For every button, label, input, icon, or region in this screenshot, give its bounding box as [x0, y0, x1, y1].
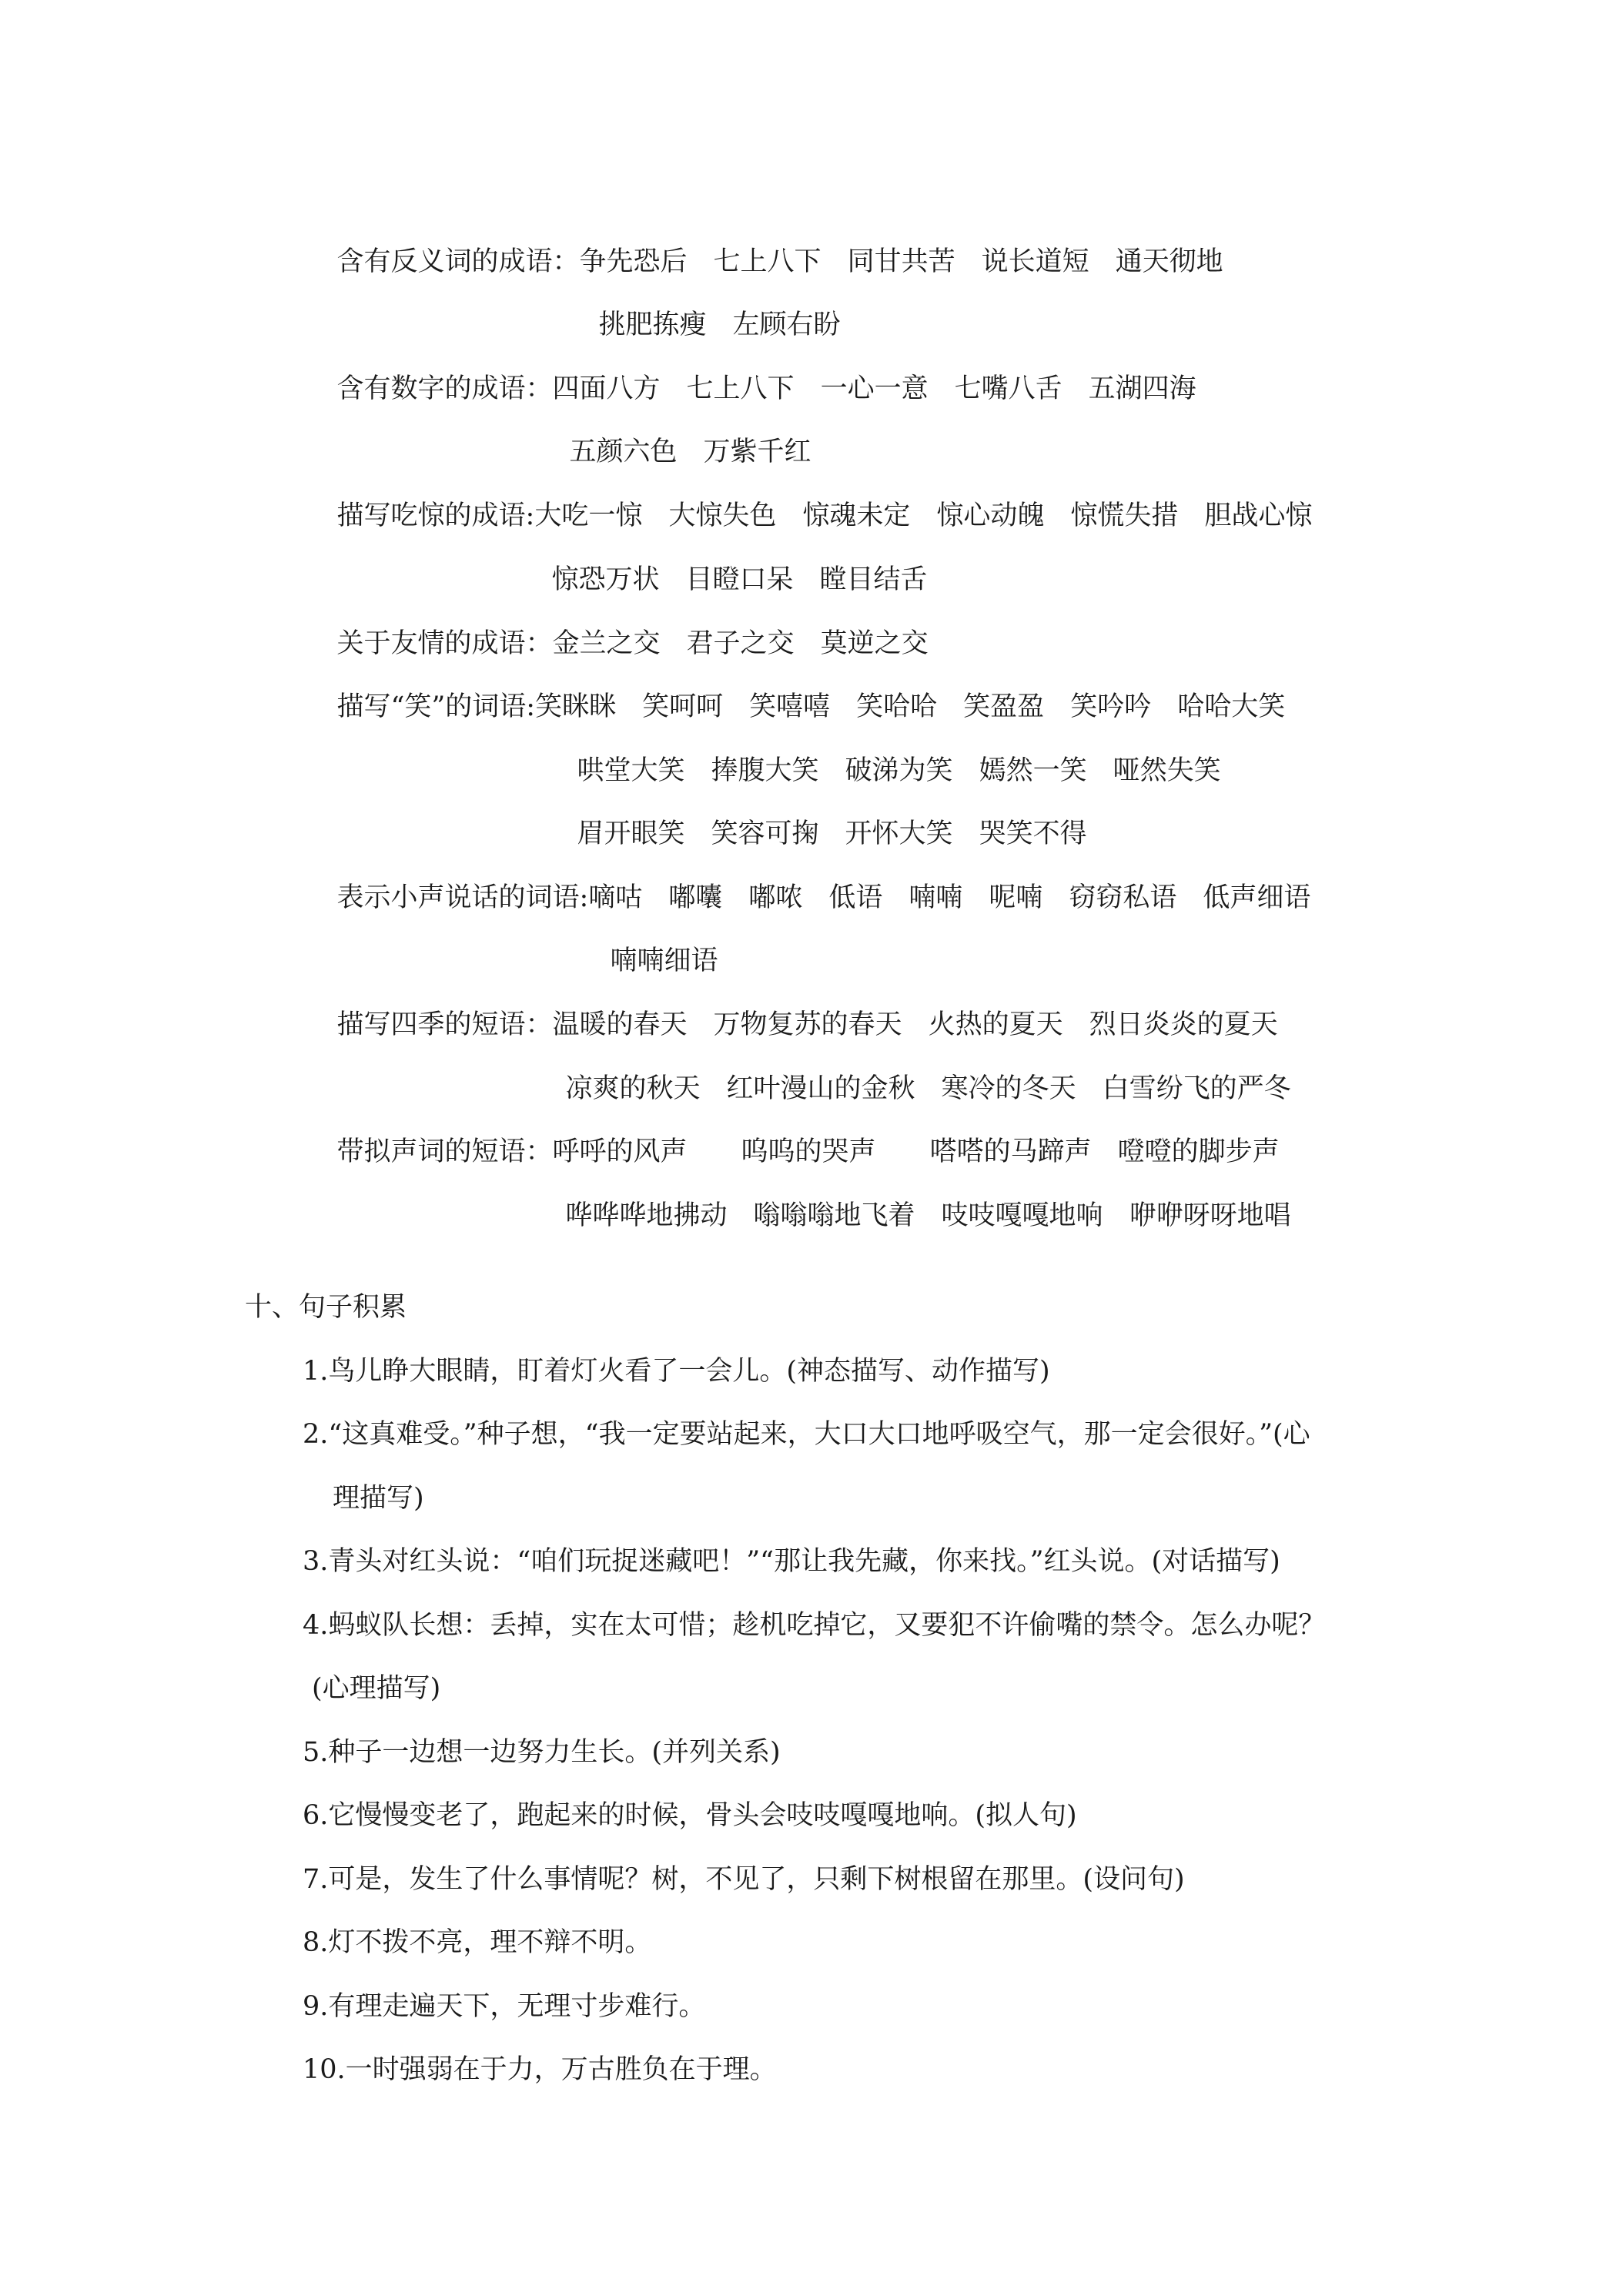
idiom-group-laugh-row-3 [543, 783, 1087, 849]
idiom-group-numbers-row-1 [303, 338, 1196, 404]
idiom-item: 同甘共苦 [847, 246, 955, 277]
idiom-group-surprise-row-1 [303, 465, 1313, 531]
sentence-item: 2.“这真难受。”种子想，“我一定要站起来，大口大口地呼吸空气，那一定会很好。”(心 [303, 1419, 1310, 1450]
idiom-item: 低声细语 [1203, 882, 1311, 913]
idiom-item: 捧腹大笑 [711, 755, 819, 786]
idiom-group-laugh-row-2 [543, 720, 1221, 786]
phrase-item: 嗒嗒的马蹄声 [929, 1136, 1092, 1167]
phrase-item: 哗哗哗地拂动 [565, 1200, 728, 1231]
idiom-group-whisper-row-2 [576, 910, 718, 976]
phrase-item: 吱吱嘎嘎地响 [941, 1200, 1103, 1231]
idiom-group-antonyms-row-2 [564, 274, 841, 340]
phrase-item: 温暖的春天 [552, 1009, 688, 1040]
phrase-item: 呼呼的风声 [552, 1136, 688, 1167]
group-label: 含有反义词的成语： [336, 246, 580, 277]
idiom-item: 万紫千红 [703, 437, 812, 467]
phrase-item: 凉爽的秋天 [565, 1073, 701, 1104]
sentence-item: 10.一时强弱在于力，万古胜负在于理。 [303, 2054, 777, 2085]
idiom-item: 呢喃 [989, 882, 1043, 913]
idiom-item: 哈哈大笑 [1177, 691, 1286, 722]
idiom-group-friendship-row-1 [303, 593, 929, 659]
group-label: 表示小声说话的词语: [336, 882, 589, 913]
idiom-item: 嘟哝 [748, 882, 803, 913]
idiom-item: 争先恐后 [579, 246, 688, 277]
phrase-item: 烈日炎炎的夏天 [1089, 1009, 1278, 1040]
idiom-item: 笑容可掬 [711, 818, 819, 849]
idiom-item: 说长道短 [981, 246, 1089, 277]
sentence-item: 5.种子一边想一边努力生长。(并列关系) [303, 1737, 781, 1768]
idiom-item: 眉开眼笑 [577, 818, 685, 849]
phrase-group-seasons-row-2 [531, 1038, 1291, 1104]
sentence-item: 3.青头对红头说：“咱们玩捉迷藏吧！”“那让我先藏，你来找。”红头说。(对话描写) [303, 1546, 1280, 1577]
idiom-item: 笑哈哈 [856, 691, 938, 722]
idiom-item: 大吃一惊 [534, 500, 643, 531]
idiom-item: 左顾右盼 [732, 310, 841, 340]
idiom-item: 窃窃私语 [1069, 882, 1177, 913]
group-label: 带拟声词的短语： [336, 1136, 553, 1167]
idiom-item: 喃喃细语 [610, 946, 718, 976]
idiom-item: 挑肥拣瘦 [598, 310, 707, 340]
group-label: 描写四季的短语： [336, 1009, 553, 1040]
idiom-item: 七上八下 [713, 246, 822, 277]
phrase-item: 火热的夏天 [928, 1009, 1063, 1040]
idiom-item: 哭笑不得 [979, 818, 1087, 849]
idiom-item: 哄堂大笑 [577, 755, 685, 786]
idiom-item: 七嘴八舌 [954, 373, 1062, 404]
phrase-item: 噔噔的脚步声 [1117, 1136, 1280, 1167]
sentence-item: 9.有理走遍天下，无理寸步难行。 [303, 1991, 706, 2022]
sentence-item: 1.鸟儿睁大眼睛，盯着灯火看了一会儿。(神态描写、动作描写) [303, 1356, 1050, 1387]
sentence-continuation: 理描写) [333, 1483, 424, 1514]
idiom-item: 莫逆之交 [820, 628, 929, 659]
sentence-item: 7.可是，发生了什么事情呢？树，不见了，只剩下树根留在那里。(设问句) [303, 1864, 1185, 1895]
phrase-item: 寒冷的冬天 [941, 1073, 1076, 1104]
group-label: 描写“笑”的词语: [336, 691, 536, 722]
idiom-group-whisper-row-1 [303, 847, 1311, 913]
phrase-item: 红叶漫山的金秋 [726, 1073, 915, 1104]
idiom-item: 金兰之交 [552, 628, 661, 659]
idiom-item: 目瞪口呆 [685, 564, 794, 595]
idiom-item: 四面八方 [552, 373, 661, 404]
idiom-item: 笑眯眯 [535, 691, 617, 722]
idiom-item: 哑然失笑 [1113, 755, 1221, 786]
idiom-item: 开怀大笑 [845, 818, 953, 849]
idiom-item: 惊慌失措 [1070, 500, 1179, 531]
idiom-item: 嫣然一笑 [979, 755, 1087, 786]
phrase-item: 咿咿呀呀地唱 [1129, 1200, 1291, 1231]
sentence-item: 6.它慢慢变老了，跑起来的时候，骨头会吱吱嘎嘎地响。(拟人句) [303, 1800, 1077, 1831]
sentence-item: 4.蚂蚁队长想：丢掉，实在太可惜；趁机吃掉它，又要犯不许偷嘴的禁令。怎么办呢？ [303, 1610, 1326, 1641]
idiom-item: 五颜六色 [569, 437, 678, 467]
idiom-item: 嘀咕 [588, 882, 643, 913]
idiom-group-surprise-row-2 [517, 529, 928, 595]
sentence-continuation: (心理描写) [312, 1673, 441, 1704]
idiom-item: 破涕为笑 [845, 755, 953, 786]
phrase-item: 白雪纷飞的严冬 [1102, 1073, 1291, 1104]
idiom-item: 嘟囔 [668, 882, 723, 913]
phrase-group-seasons-row-1 [303, 974, 1278, 1040]
idiom-item: 胆战心惊 [1204, 500, 1313, 531]
idiom-item: 瞠目结舌 [819, 564, 928, 595]
idiom-item: 笑呵呵 [642, 691, 724, 722]
idiom-item: 喃喃 [909, 882, 963, 913]
idiom-item: 笑吟吟 [1070, 691, 1152, 722]
section-heading: 十、句子积累 [245, 1292, 407, 1323]
idiom-item: 五湖四海 [1088, 373, 1196, 404]
phrase-group-onomatopoeia-row-2 [531, 1165, 1291, 1231]
idiom-item: 笑盈盈 [963, 691, 1045, 722]
group-label: 含有数字的成语： [336, 373, 553, 404]
idiom-group-antonyms-row-1 [303, 211, 1223, 277]
group-label: 描写吃惊的成语: [336, 500, 535, 531]
idiom-item: 低语 [828, 882, 883, 913]
idiom-item: 大惊失色 [668, 500, 777, 531]
sentence-item: 8.灯不拨不亮，理不辩不明。 [303, 1927, 652, 1958]
idiom-item: 一心一意 [820, 373, 929, 404]
idiom-item: 惊魂未定 [802, 500, 911, 531]
idiom-group-numbers-row-2 [535, 401, 812, 467]
phrase-item: 呜呜的哭声 [741, 1136, 876, 1167]
phrase-group-onomatopoeia-row-1 [303, 1101, 1280, 1167]
idiom-item: 七上八下 [686, 373, 795, 404]
phrase-item: 嗡嗡嗡地飞着 [753, 1200, 915, 1231]
idiom-item: 惊心动魄 [936, 500, 1045, 531]
idiom-item: 惊恐万状 [551, 564, 660, 595]
idiom-item: 笑嘻嘻 [749, 691, 831, 722]
idiom-group-laugh-row-1 [303, 656, 1286, 722]
idiom-item: 通天彻地 [1115, 246, 1223, 277]
phrase-item: 万物复苏的春天 [713, 1009, 902, 1040]
group-label: 关于友情的成语： [336, 628, 553, 659]
idiom-item: 君子之交 [686, 628, 795, 659]
